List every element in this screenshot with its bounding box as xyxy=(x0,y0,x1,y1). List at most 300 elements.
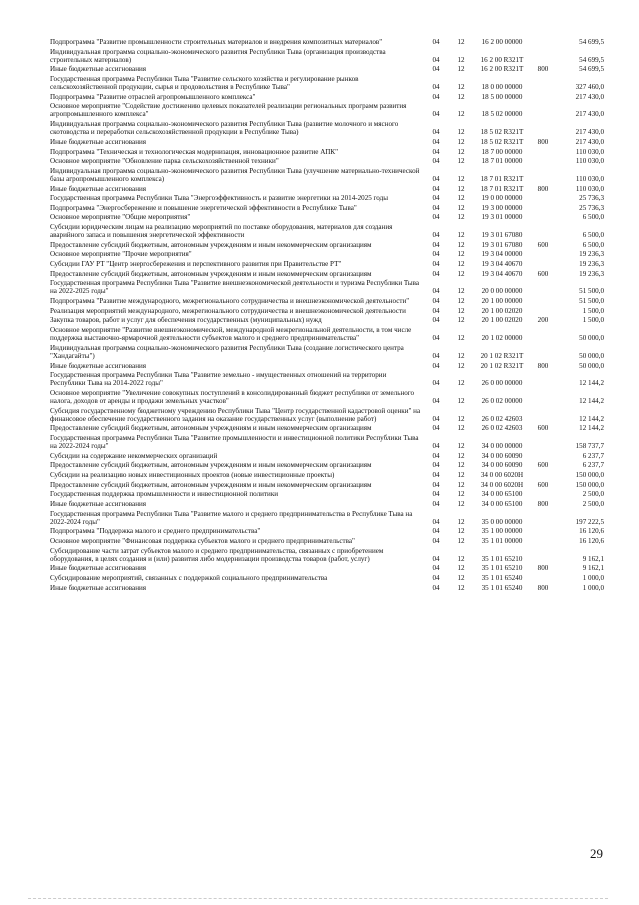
row-expense-type xyxy=(532,389,554,407)
row-expense-type xyxy=(532,75,554,93)
row-section: 04 xyxy=(432,583,440,592)
row-subsection: 12 xyxy=(457,92,465,101)
table-row xyxy=(50,316,604,326)
row-name: Индивидуальная программа социально-экономического развития Республики Тыва (развитие молочного и мясного скотоводства и переработки сельскохозяйственной продукции в Республике Тыва) xyxy=(50,120,399,137)
row-expense-type: 800 xyxy=(537,137,549,146)
row-expense-type xyxy=(532,48,554,66)
table-row xyxy=(50,452,604,462)
row-name: Подпрограмма "Поддержка малого и среднего предпринимательства" xyxy=(50,527,261,536)
row-name: Реализация мероприятий международного, межрегионального сотрудничества и внешнеэкономической деятельности xyxy=(50,306,406,315)
table-row xyxy=(50,574,604,584)
row-section: 04 xyxy=(432,480,440,489)
table-row xyxy=(50,65,604,75)
row-section: 04 xyxy=(432,573,440,582)
row-subsection: 12 xyxy=(457,471,465,479)
row-section: 04 xyxy=(432,564,440,573)
table-row xyxy=(50,223,604,241)
page-number: 29 xyxy=(590,846,603,861)
row-subsection: 12 xyxy=(457,396,465,405)
row-name: Основное мероприятие "Прочие мероприятия" xyxy=(50,250,192,259)
row-amount: 19 236,3 xyxy=(579,269,604,278)
row-amount: 54 699,5 xyxy=(579,55,604,64)
row-expense-type: 800 xyxy=(537,65,549,74)
row-amount: 25 736,3 xyxy=(579,203,604,212)
row-amount: 158 737,7 xyxy=(575,442,604,451)
table-row xyxy=(50,120,604,138)
row-amount: 110 030,0 xyxy=(575,157,604,166)
row-target-article: 35 1 01 65210 xyxy=(481,554,523,563)
row-name: Закупка товаров, работ и услуг для обеспечения государственных (муниципальных) нужд xyxy=(50,316,322,325)
row-amount: 6 237,7 xyxy=(582,461,604,470)
budget-table xyxy=(50,38,604,593)
row-section: 04 xyxy=(432,287,440,296)
row-target-article: 18 5 00 00000 xyxy=(481,92,523,101)
row-section: 04 xyxy=(432,379,440,388)
row-subsection: 12 xyxy=(457,157,465,166)
row-subsection: 12 xyxy=(457,194,465,203)
row-subsection: 12 xyxy=(457,499,465,508)
page-bottom-edge xyxy=(28,898,608,899)
row-expense-type xyxy=(532,120,554,138)
row-name: Иные бюджетные ассигнования xyxy=(50,564,147,573)
row-subsection: 12 xyxy=(457,554,465,563)
row-section: 04 xyxy=(432,424,440,433)
row-expense-type xyxy=(532,38,554,48)
row-target-article: 20 1 00 02020 xyxy=(481,316,523,325)
row-name: Основное мероприятие "Развитие внешнеэкономической, международной межрегиональной деятельности, в том числе поддержка выставочно-ярмарочной деятельности субъектов малого и среднего предпринимательства" xyxy=(50,326,412,343)
row-expense-type xyxy=(532,204,554,214)
row-subsection: 12 xyxy=(457,83,465,92)
row-amount: 12 144,2 xyxy=(579,424,604,433)
row-target-article: 19 3 01 67080 xyxy=(481,231,523,240)
row-expense-type xyxy=(532,407,554,425)
row-subsection: 12 xyxy=(457,203,465,212)
table-row xyxy=(50,194,604,204)
row-amount: 327 460,0 xyxy=(575,83,604,92)
row-amount: 9 162,1 xyxy=(582,554,604,563)
row-expense-type xyxy=(532,194,554,204)
row-amount: 1 500,0 xyxy=(582,316,604,325)
row-amount: 50 000,0 xyxy=(579,351,604,360)
row-target-article: 16 2 00 00000 xyxy=(481,38,523,46)
row-subsection: 12 xyxy=(457,287,465,296)
row-name: Иные бюджетные ассигнования xyxy=(50,65,147,74)
row-amount: 54 699,5 xyxy=(579,38,604,46)
row-section: 04 xyxy=(432,128,440,137)
row-subsection: 12 xyxy=(457,260,465,269)
row-expense-type xyxy=(532,297,554,307)
row-target-article: 16 2 00 R321T xyxy=(480,65,524,74)
row-amount: 6 500,0 xyxy=(582,240,604,249)
row-section: 04 xyxy=(432,55,440,64)
row-target-article: 18 5 02 R321T xyxy=(480,128,524,137)
budget-table-body xyxy=(50,38,604,593)
table-row xyxy=(50,279,604,297)
row-subsection: 12 xyxy=(457,379,465,388)
row-amount: 1 000,0 xyxy=(582,583,604,592)
row-amount: 6 237,7 xyxy=(582,451,604,460)
row-target-article: 20 1 02 R321T xyxy=(480,351,524,360)
table-row xyxy=(50,157,604,167)
table-row xyxy=(50,510,604,528)
row-expense-type xyxy=(532,326,554,344)
row-target-article: 18 7 01 R321T xyxy=(480,174,524,183)
row-subsection: 12 xyxy=(457,414,465,423)
table-row xyxy=(50,241,604,251)
row-section: 04 xyxy=(432,471,440,479)
row-amount: 197 222,5 xyxy=(575,517,604,526)
row-section: 04 xyxy=(432,527,440,536)
table-row xyxy=(50,38,604,48)
table-row xyxy=(50,537,604,547)
row-subsection: 12 xyxy=(457,583,465,592)
row-target-article: 35 1 00 00000 xyxy=(481,527,523,536)
row-amount: 51 500,0 xyxy=(579,287,604,296)
row-subsection: 12 xyxy=(457,517,465,526)
row-expense-type xyxy=(532,213,554,223)
row-target-article: 20 1 00 00000 xyxy=(481,297,523,306)
row-amount: 19 236,3 xyxy=(579,260,604,269)
row-expense-type: 800 xyxy=(537,184,549,193)
row-subsection: 12 xyxy=(457,451,465,460)
row-expense-type: 600 xyxy=(537,240,549,249)
row-section: 04 xyxy=(432,174,440,183)
row-expense-type xyxy=(532,574,554,584)
row-section: 04 xyxy=(432,231,440,240)
row-expense-type: 600 xyxy=(537,269,549,278)
row-name: Индивидуальная программа социально-экономического развития Республики Тыва (улучшение материально-технической базы агропромышленного комплекса) xyxy=(50,166,420,183)
row-target-article: 34 0 00 6020Н xyxy=(480,471,524,479)
row-amount: 2 500,0 xyxy=(582,490,604,499)
row-name: Иные бюджетные ассигнования xyxy=(50,361,147,370)
row-name: Субсидии юридическим лицам на реализацию мероприятий по поставке оборудования, материалов для создания аварийного запаса и повышения энергетической эффективности xyxy=(50,223,393,240)
row-section: 04 xyxy=(432,306,440,315)
row-name: Основное мероприятие "Общие мероприятия" xyxy=(50,213,191,222)
row-subsection: 12 xyxy=(457,38,465,46)
row-expense-type xyxy=(532,307,554,317)
table-row xyxy=(50,326,604,344)
row-subsection: 12 xyxy=(457,424,465,433)
table-row xyxy=(50,102,604,120)
table-row xyxy=(50,407,604,425)
row-target-article: 35 1 01 65210 xyxy=(481,564,523,573)
row-target-article: 34 0 00 60090 xyxy=(481,461,523,470)
table-row xyxy=(50,490,604,500)
row-name: Основное мероприятие "Содействие достижению целевых показателей реализации региональных программ развития агропромышленного комплекса" xyxy=(50,102,407,119)
row-name: Иные бюджетные ассигнования xyxy=(50,499,147,508)
row-name: Предоставление субсидий бюджетным, автономным учреждениям и иным некоммерческим организациям xyxy=(50,240,372,249)
row-section: 04 xyxy=(432,334,440,343)
row-expense-type: 800 xyxy=(537,564,549,573)
row-subsection: 12 xyxy=(457,65,465,74)
row-expense-type xyxy=(532,537,554,547)
row-subsection: 12 xyxy=(457,573,465,582)
row-target-article: 18 7 00 00000 xyxy=(481,147,523,156)
row-name: Иные бюджетные ассигнования xyxy=(50,583,147,592)
row-expense-type: 200 xyxy=(537,316,549,325)
row-target-article: 35 1 01 65240 xyxy=(481,573,523,582)
row-name: Основное мероприятие "Обновление парка сельскохозяйственной техники" xyxy=(50,157,279,166)
row-expense-type xyxy=(532,93,554,103)
row-section: 04 xyxy=(432,92,440,101)
table-row xyxy=(50,362,604,372)
row-target-article: 20 1 00 02020 xyxy=(481,306,523,315)
row-target-article: 16 2 00 R321T xyxy=(480,55,524,64)
row-expense-type xyxy=(532,434,554,452)
table-row xyxy=(50,167,604,185)
row-name: Субсидии на реализацию новых инвестиционных проектов (новые инвестиционные проекты) xyxy=(50,471,335,479)
row-subsection: 12 xyxy=(457,128,465,137)
table-row xyxy=(50,434,604,452)
row-amount: 110 030,0 xyxy=(575,174,604,183)
table-row xyxy=(50,471,604,481)
row-amount: 1 500,0 xyxy=(582,306,604,315)
table-row xyxy=(50,93,604,103)
row-amount: 217 430,0 xyxy=(575,110,604,119)
row-section: 04 xyxy=(432,260,440,269)
row-target-article: 26 0 02 42603 xyxy=(481,414,523,423)
row-name: Государственная программа Республики Тыва "Энергоэффективность и развитие энергетики на 2014-2025 годы xyxy=(50,194,389,203)
row-target-article: 20 1 02 00000 xyxy=(481,334,523,343)
table-row xyxy=(50,138,604,148)
row-name: Субсидирование части затрат субъектов малого и среднего предпринимательства, связанных с приобретением оборудования, в целях создания и (или) развития либо модернизации производства товаров (работ, услуг) xyxy=(50,546,384,563)
row-name: Предоставление субсидий бюджетным, автономным учреждениям и иным некоммерческим организациям xyxy=(50,480,372,489)
row-name: Иные бюджетные ассигнования xyxy=(50,137,147,146)
row-expense-type xyxy=(532,279,554,297)
row-name: Подпрограмма "Развитие отраслей агропромышленного комплекса" xyxy=(50,92,256,101)
row-amount: 150 000,0 xyxy=(575,471,604,479)
table-row xyxy=(50,584,604,594)
row-target-article: 19 3 01 67080 xyxy=(481,240,523,249)
row-name: Государственная поддержка промышленности и инвестиционной политики xyxy=(50,490,279,499)
row-amount: 51 500,0 xyxy=(579,297,604,306)
row-target-article: 20 0 00 00000 xyxy=(481,287,523,296)
row-subsection: 12 xyxy=(457,351,465,360)
row-name: Предоставление субсидий бюджетным, автономным учреждениям и иным некоммерческим организациям xyxy=(50,461,372,470)
table-row xyxy=(50,481,604,491)
row-name: Государственная программа Республики Тыва "Развитие малого и среднего предпринимательства в Республике Тыва на 2022-2024 годы" xyxy=(50,509,413,526)
row-target-article: 19 3 04 00000 xyxy=(481,250,523,259)
row-subsection: 12 xyxy=(457,174,465,183)
row-section: 04 xyxy=(432,517,440,526)
row-amount: 110 030,0 xyxy=(575,147,604,156)
table-row xyxy=(50,260,604,270)
row-expense-type xyxy=(532,157,554,167)
row-section: 04 xyxy=(432,203,440,212)
row-section: 04 xyxy=(432,414,440,423)
row-section: 04 xyxy=(432,65,440,74)
table-row xyxy=(50,547,604,565)
row-amount: 12 144,2 xyxy=(579,414,604,423)
row-name: Предоставление субсидий бюджетным, автономным учреждениям и иным некоммерческим организациям xyxy=(50,269,372,278)
table-row xyxy=(50,307,604,317)
row-amount: 12 144,2 xyxy=(579,396,604,405)
row-name: Субсидирование мероприятий, связанных с поддержкой социального предпринимательства xyxy=(50,573,328,582)
table-row xyxy=(50,371,604,389)
row-amount: 150 000,0 xyxy=(575,480,604,489)
row-section: 04 xyxy=(432,554,440,563)
row-name: Государственная программа Республики Тыва "Развитие сельского хозяйства и регулирование рынков сельскохозяйственной продукции, сырья и продовольствия в Республике Тыва" xyxy=(50,75,359,92)
row-section: 04 xyxy=(432,250,440,259)
row-name: Государственная программа Республики Тыва "Развитие промышленности и инвестиционной политики Республики Тыва на 2022-2024 годы" xyxy=(50,433,419,451)
row-amount: 16 120,6 xyxy=(579,536,604,545)
row-subsection: 12 xyxy=(457,316,465,325)
row-amount: 19 236,3 xyxy=(579,250,604,259)
row-target-article: 19 3 04 40670 xyxy=(481,260,523,269)
row-section: 04 xyxy=(432,38,440,46)
row-section: 04 xyxy=(432,297,440,306)
row-name: Субсидия государственному бюджетному учреждению Республики Тыва "Центр государственной кадастровой оценки" на финансовое обеспечение государственного задания на оказание государственных услуг (выполнение работ) xyxy=(50,406,421,423)
row-target-article: 35 0 00 00000 xyxy=(481,517,523,526)
row-subsection: 12 xyxy=(457,250,465,259)
row-expense-type xyxy=(532,102,554,120)
row-subsection: 12 xyxy=(457,55,465,64)
row-section: 04 xyxy=(432,461,440,470)
row-expense-type xyxy=(532,223,554,241)
row-section: 04 xyxy=(432,213,440,222)
row-amount: 217 430,0 xyxy=(575,137,604,146)
row-expense-type xyxy=(532,452,554,462)
row-target-article: 26 0 02 42603 xyxy=(481,424,523,433)
row-subsection: 12 xyxy=(457,480,465,489)
row-expense-type xyxy=(532,490,554,500)
table-row xyxy=(50,250,604,260)
row-amount: 50 000,0 xyxy=(579,334,604,343)
row-target-article: 19 3 00 00000 xyxy=(481,203,523,212)
row-subsection: 12 xyxy=(457,137,465,146)
row-amount: 1 000,0 xyxy=(582,573,604,582)
row-amount: 9 162,1 xyxy=(582,564,604,573)
row-section: 04 xyxy=(432,396,440,405)
row-name: Государственная программа Республики Тыва "Развитие земельно - имущественных отношений на территории Республики Тыва на 2014-2022 годы" xyxy=(50,371,387,388)
row-expense-type xyxy=(532,471,554,481)
row-section: 04 xyxy=(432,83,440,92)
row-amount: 6 500,0 xyxy=(582,231,604,240)
row-section: 04 xyxy=(432,451,440,460)
table-row xyxy=(50,389,604,407)
row-section: 04 xyxy=(432,110,440,119)
row-subsection: 12 xyxy=(457,240,465,249)
row-section: 04 xyxy=(432,240,440,249)
row-amount: 217 430,0 xyxy=(575,128,604,137)
table-row xyxy=(50,500,604,510)
row-name: Субсидии ГАУ РТ "Центр энергосбережения и перспективного развития при Правительстве РТ" xyxy=(50,260,342,269)
row-name: Субсидии на содержание некоммерческих организаций xyxy=(50,451,218,460)
table-row xyxy=(50,213,604,223)
row-expense-type xyxy=(532,510,554,528)
table-row xyxy=(50,75,604,93)
row-section: 04 xyxy=(432,157,440,166)
row-section: 04 xyxy=(432,499,440,508)
row-amount: 12 144,2 xyxy=(579,379,604,388)
row-expense-type xyxy=(532,167,554,185)
row-expense-type xyxy=(532,547,554,565)
table-row xyxy=(50,461,604,471)
row-target-article: 20 1 02 R321T xyxy=(480,361,524,370)
row-amount: 2 500,0 xyxy=(582,499,604,508)
table-row xyxy=(50,148,604,158)
row-section: 04 xyxy=(432,490,440,499)
row-target-article: 35 1 01 00000 xyxy=(481,536,523,545)
table-row xyxy=(50,204,604,214)
row-section: 04 xyxy=(432,184,440,193)
row-subsection: 12 xyxy=(457,110,465,119)
row-subsection: 12 xyxy=(457,184,465,193)
row-section: 04 xyxy=(432,316,440,325)
row-expense-type: 600 xyxy=(537,424,549,433)
row-target-article: 18 7 01 R321T xyxy=(480,184,524,193)
row-target-article: 26 0 00 00000 xyxy=(481,379,523,388)
row-name: Иные бюджетные ассигнования xyxy=(50,184,147,193)
row-expense-type: 800 xyxy=(537,499,549,508)
row-name: Подпрограмма "Развитие промышленности строительных материалов и внедрения композитных материалов" xyxy=(50,38,383,46)
table-row xyxy=(50,185,604,195)
row-target-article: 18 5 02 00000 xyxy=(481,110,523,119)
row-section: 04 xyxy=(432,361,440,370)
row-name: Индивидуальная программа социально-экономического развития Республики Тыва (организация производства строительных материалов) xyxy=(50,47,386,64)
row-expense-type: 800 xyxy=(537,583,549,592)
row-section: 04 xyxy=(432,147,440,156)
row-target-article: 34 0 00 65100 xyxy=(481,490,523,499)
row-expense-type xyxy=(532,250,554,260)
row-subsection: 12 xyxy=(457,442,465,451)
row-target-article: 34 0 00 60090 xyxy=(481,451,523,460)
row-name: Индивидуальная программа социально-экономического развития Республики Тыва (создание логистического центра "Хандагайты") xyxy=(50,343,404,360)
table-row xyxy=(50,344,604,362)
row-expense-type: 600 xyxy=(537,461,549,470)
row-subsection: 12 xyxy=(457,564,465,573)
row-amount: 16 120,6 xyxy=(579,527,604,536)
table-row xyxy=(50,48,604,66)
row-subsection: 12 xyxy=(457,231,465,240)
row-section: 04 xyxy=(432,137,440,146)
row-target-article: 34 0 00 65100 xyxy=(481,499,523,508)
row-amount: 217 430,0 xyxy=(575,92,604,101)
row-subsection: 12 xyxy=(457,269,465,278)
row-amount: 110 030,0 xyxy=(575,184,604,193)
row-target-article: 19 3 04 40670 xyxy=(481,269,523,278)
row-name: Подпрограмма "Техническая и технологическая модернизация, инновационное развитие АПК" xyxy=(50,147,339,156)
row-amount: 6 500,0 xyxy=(582,213,604,222)
table-row xyxy=(50,297,604,307)
row-subsection: 12 xyxy=(457,147,465,156)
row-target-article: 18 0 00 00000 xyxy=(481,83,523,92)
row-section: 04 xyxy=(432,351,440,360)
row-amount: 25 736,3 xyxy=(579,194,604,203)
row-section: 04 xyxy=(432,269,440,278)
row-subsection: 12 xyxy=(457,527,465,536)
row-expense-type xyxy=(532,148,554,158)
row-section: 04 xyxy=(432,194,440,203)
table-row xyxy=(50,527,604,537)
row-expense-type: 800 xyxy=(537,361,549,370)
row-target-article: 34 0 00 00000 xyxy=(481,442,523,451)
row-subsection: 12 xyxy=(457,361,465,370)
row-name: Подпрограмма "Развитие международного, межрегионального сотрудничества и внешнеэкономической деятельности" xyxy=(50,297,410,306)
row-name: Основное мероприятие "Увеличение совокупных поступлений в консолидированный бюджет республики от земельного налога, доходов от аренды и продажи земельных участков" xyxy=(50,388,415,405)
row-subsection: 12 xyxy=(457,297,465,306)
row-subsection: 12 xyxy=(457,536,465,545)
row-expense-type xyxy=(532,527,554,537)
table-row xyxy=(50,564,604,574)
row-subsection: 12 xyxy=(457,213,465,222)
row-name: Основное мероприятие "Финансовая поддержка субъектов малого и среднего предпринимательства" xyxy=(50,536,355,545)
row-target-article: 26 0 02 00000 xyxy=(481,396,523,405)
row-subsection: 12 xyxy=(457,490,465,499)
row-amount: 50 000,0 xyxy=(579,361,604,370)
row-expense-type xyxy=(532,371,554,389)
row-expense-type xyxy=(532,344,554,362)
